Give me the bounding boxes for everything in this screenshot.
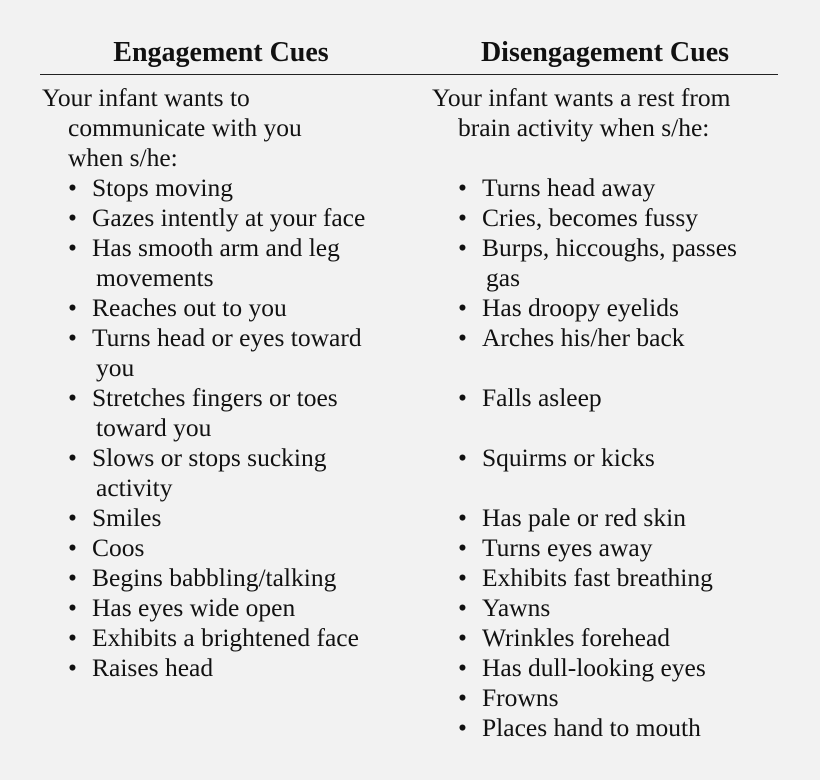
cue-text: Burps, hiccoughs, passes [482, 233, 737, 262]
cue-item [432, 563, 737, 593]
cue-text: Yawns [482, 593, 551, 622]
cue-text: movements [96, 263, 214, 292]
cue-item [42, 443, 365, 503]
bullet-icon: • [68, 563, 77, 592]
cue-text: Has smooth arm and leg [92, 233, 340, 262]
disengagement-heading: Disengagement Cues [480, 37, 730, 68]
bullet-icon: • [68, 173, 77, 202]
cue-text: Falls asleep [482, 383, 602, 412]
bullet-icon: • [68, 653, 77, 682]
list-spacer [432, 353, 737, 383]
cue-text: you [96, 353, 135, 382]
cue-item [432, 503, 737, 533]
cue-item [42, 173, 365, 203]
intro-line: when s/he: [68, 143, 178, 172]
cue-text: Cries, becomes fussy [482, 203, 699, 232]
cue-text: Squirms or kicks [482, 443, 655, 472]
list-spacer [432, 413, 737, 443]
cue-text: Gazes intently at your face [92, 203, 366, 232]
header-rule [40, 74, 778, 75]
list-spacer [432, 143, 737, 173]
bullet-icon: • [458, 383, 467, 412]
cue-item [432, 203, 737, 233]
cue-text: Turns eyes away [482, 533, 653, 562]
cue-text: Wrinkles forehead [482, 623, 671, 652]
disengagement-column [432, 83, 737, 743]
intro-line: brain activity when s/he: [458, 113, 710, 142]
cue-item [432, 323, 737, 353]
cue-text: Has eyes wide open [92, 593, 296, 622]
bullet-icon: • [68, 383, 77, 412]
cue-text: Raises head [92, 653, 214, 682]
bullet-icon: • [458, 713, 467, 742]
cue-item [432, 533, 737, 563]
bullet-icon: • [68, 593, 77, 622]
cue-text: Arches his/her back [482, 323, 685, 352]
cue-item [42, 203, 365, 233]
cue-text: toward you [96, 413, 212, 442]
cue-text: gas [486, 263, 520, 292]
intro-line: Your infant wants to [42, 83, 250, 112]
cue-item [42, 383, 365, 443]
cue-item [432, 593, 737, 623]
bullet-icon: • [68, 203, 77, 232]
cue-item [42, 503, 365, 533]
bullet-icon: • [458, 323, 467, 352]
cue-item [42, 293, 365, 323]
engagement-cue-list [42, 173, 365, 683]
engagement-heading: Engagement Cues [113, 37, 329, 68]
cue-item [42, 653, 365, 683]
bullet-icon: • [68, 443, 77, 472]
bullet-icon: • [458, 593, 467, 622]
engagement-column [42, 83, 365, 683]
bullet-icon: • [458, 563, 467, 592]
cue-text: Stretches fingers or toes [92, 383, 338, 412]
cue-item [432, 443, 737, 473]
bullet-icon: • [458, 443, 467, 472]
cue-item [432, 233, 737, 293]
cue-item [432, 293, 737, 323]
list-spacer [432, 473, 737, 503]
cue-item [432, 173, 737, 203]
bullet-icon: • [458, 623, 467, 652]
bullet-icon: • [458, 233, 467, 262]
disengagement-intro [432, 83, 737, 143]
cue-item [42, 233, 365, 293]
cue-text: Stops moving [92, 173, 233, 202]
cue-text: Has droopy eyelids [482, 293, 679, 322]
bullet-icon: • [458, 293, 467, 322]
cue-text: Reaches out to you [92, 293, 287, 322]
cue-item [42, 563, 365, 593]
cue-text: activity [96, 473, 173, 502]
cue-text: Places hand to mouth [482, 713, 701, 742]
cue-item [432, 623, 737, 653]
engagement-intro [42, 83, 365, 173]
cue-item [42, 323, 365, 383]
bullet-icon: • [458, 533, 467, 562]
cue-text: Has pale or red skin [482, 503, 686, 532]
cue-text: Exhibits a brightened face [92, 623, 359, 652]
bullet-icon: • [458, 203, 467, 232]
cue-text: Turns head away [482, 173, 656, 202]
bullet-icon: • [68, 623, 77, 652]
cue-item [432, 653, 737, 683]
bullet-icon: • [458, 173, 467, 202]
cue-item [42, 533, 365, 563]
cue-item [42, 623, 365, 653]
bullet-icon: • [68, 293, 77, 322]
cue-text: Coos [92, 533, 145, 562]
cue-text: Turns head or eyes toward [92, 323, 362, 352]
cue-text: Has dull-looking eyes [482, 653, 706, 682]
cue-text: Exhibits fast breathing [482, 563, 713, 592]
bullet-icon: • [458, 653, 467, 682]
intro-line: Your infant wants a rest from [432, 83, 731, 112]
cue-item [432, 683, 737, 713]
cue-item [42, 593, 365, 623]
bullet-icon: • [458, 683, 467, 712]
intro-line: communicate with you [68, 113, 302, 142]
bullet-icon: • [68, 533, 77, 562]
bullet-icon: • [458, 503, 467, 532]
cue-text: Smiles [92, 503, 162, 532]
cue-text: Slows or stops sucking [92, 443, 327, 472]
bullet-icon: • [68, 233, 77, 262]
cue-item [432, 383, 737, 413]
disengagement-cue-list [432, 173, 737, 743]
cue-text: Begins babbling/talking [92, 563, 337, 592]
bullet-icon: • [68, 503, 77, 532]
cue-item [432, 713, 737, 743]
cue-text: Frowns [482, 683, 559, 712]
bullet-icon: • [68, 323, 77, 352]
